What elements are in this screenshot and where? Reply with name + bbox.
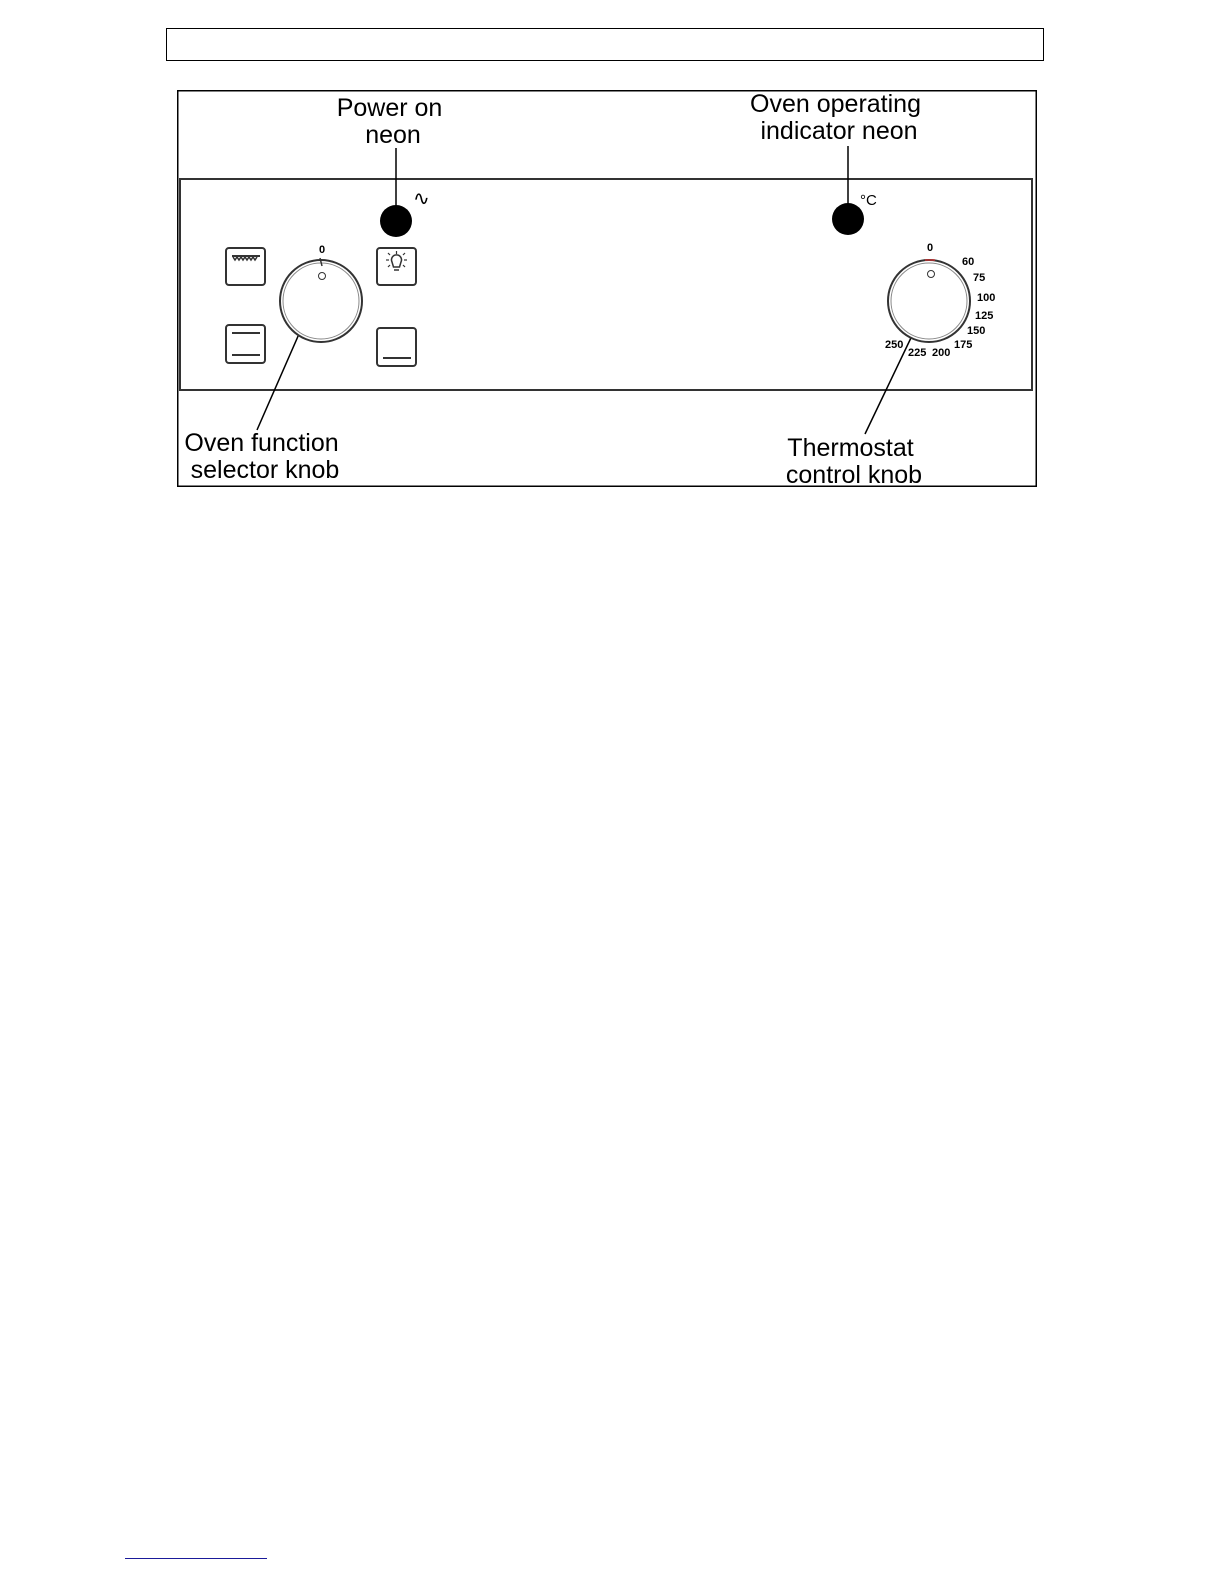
oven-light-icon bbox=[377, 248, 416, 285]
thermostat-scale-label: 225 bbox=[908, 347, 927, 359]
power-on-neon-label: Power on neon bbox=[336, 94, 443, 149]
thermostat-control-knob-label: Thermostat control knob bbox=[785, 434, 923, 487]
thermostat-scale-label: 75 bbox=[973, 272, 986, 284]
footnote-rule bbox=[125, 1558, 267, 1559]
thermostat-scale-label: 200 bbox=[932, 347, 951, 359]
function-knob-zero-label: 0 bbox=[318, 244, 326, 256]
oven-function-selector-knob-label: Oven function selector knob bbox=[184, 429, 340, 484]
oven-function-selector-knob[interactable] bbox=[280, 258, 362, 342]
thermostat-control-knob[interactable] bbox=[888, 260, 970, 342]
top-heat-element-icon bbox=[226, 248, 265, 285]
thermostat-scale-label: 250 bbox=[885, 339, 904, 351]
thermostat-scale-label: 100 bbox=[977, 292, 996, 304]
header-box bbox=[166, 28, 1044, 61]
thermostat-scale-label: 125 bbox=[975, 310, 994, 322]
thermostat-scale-label: 60 bbox=[962, 256, 975, 268]
thermostat-scale-label: 175 bbox=[954, 339, 973, 351]
power-on-neon bbox=[380, 205, 412, 237]
power-symbol: ∿ bbox=[413, 188, 430, 210]
temperature-symbol: °C bbox=[860, 192, 877, 209]
thermostat-scale-label: 0 bbox=[926, 242, 934, 254]
control-panel-diagram bbox=[177, 90, 1037, 487]
top-and-bottom-heat-icon bbox=[226, 325, 265, 363]
oven-operating-indicator-neon-label: Oven operating indicator neon bbox=[750, 90, 921, 145]
thermostat-scale-label: 150 bbox=[967, 325, 986, 337]
bottom-heat-icon bbox=[377, 328, 416, 366]
